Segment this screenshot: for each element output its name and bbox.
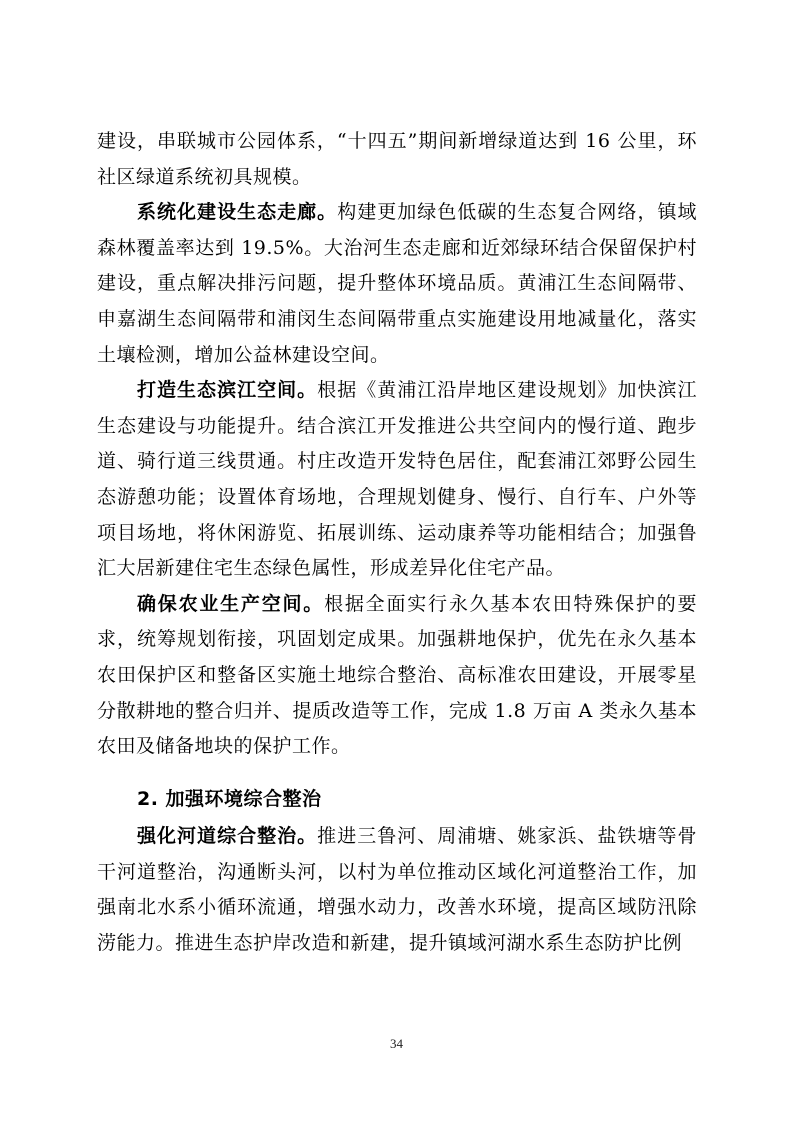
section-heading: 2. 加强环境综合整治: [137, 787, 322, 810]
paragraph-agriculture-space: [97, 587, 697, 765]
paragraph-river-remediation: [97, 819, 697, 961]
paragraph-lead: 系统化建设生态走廊。: [137, 201, 338, 224]
paragraph-lead: 确保农业生产空间。: [137, 592, 325, 615]
paragraph-lead: 强化河道综合整治。: [137, 825, 318, 848]
document-body: [97, 124, 697, 962]
paragraph-lead: 打造生态滨江空间。: [137, 379, 318, 402]
paragraph-text: 建设，串联城市公园体系，“十四五”期间新增绿道达到 16 公里，环社区绿道系统初具规模。: [97, 130, 697, 188]
paragraph-text: 推进三鲁河、周浦塘、姚家浜、盐铁塘等骨干河道整治，沟通断头河，以村为单位推动区域化河道整治工作，加强南北水系小循环流通，增强水动力，改善水环境，提高区域防汛除涝能力。推进生态护岸改造和新建，提升镇域河湖水系生态防护比例: [97, 825, 697, 955]
paragraph-continuation: [97, 124, 697, 195]
paragraph-text: 构建更加绿色低碳的生态复合网络，镇域森林覆盖率达到 19.5%。大治河生态走廊和近郊绿环结合保留保护村建设，重点解决排污问题，提升整体环境品质。黄浦江生态间隔带、申嘉湖生态间隔带和浦闵生态间隔带重点实施建设用地减量化，落实土壤检测，增加公益林建设空间。: [97, 201, 697, 366]
paragraph-text: 根据全面实行永久基本农田特殊保护的要求，统筹规划衔接，巩固划定成果。加强耕地保护，优先在永久基本农田保护区和整备区实施土地综合整治、高标准农田建设，开展零星分散耕地的整合归并、提质改造等工作，完成 1.8 万亩 A 类永久基本农田及储备地块的保护工作。: [97, 592, 697, 758]
paragraph-ecological-corridor: [97, 195, 697, 373]
page-number: 34: [390, 1036, 403, 1051]
paragraph-riverside-space: [97, 373, 697, 587]
paragraph-text: 根据《黄浦江沿岸地区建设规划》加快滨江生态建设与功能提升。结合滨江开发推进公共空间内的慢行道、跑步道、骑行道三线贯通。村庄改造开发特色居住，配套浦江郊野公园生态游憩功能；设置体育场地，合理规划健身、慢行、自行车、户外等项目场地，将休闲游览、拓展训练、运动康养等功能相结合；加强鲁汇大居新建住宅生态绿色属性，形成差异化住宅产品。: [97, 379, 697, 580]
